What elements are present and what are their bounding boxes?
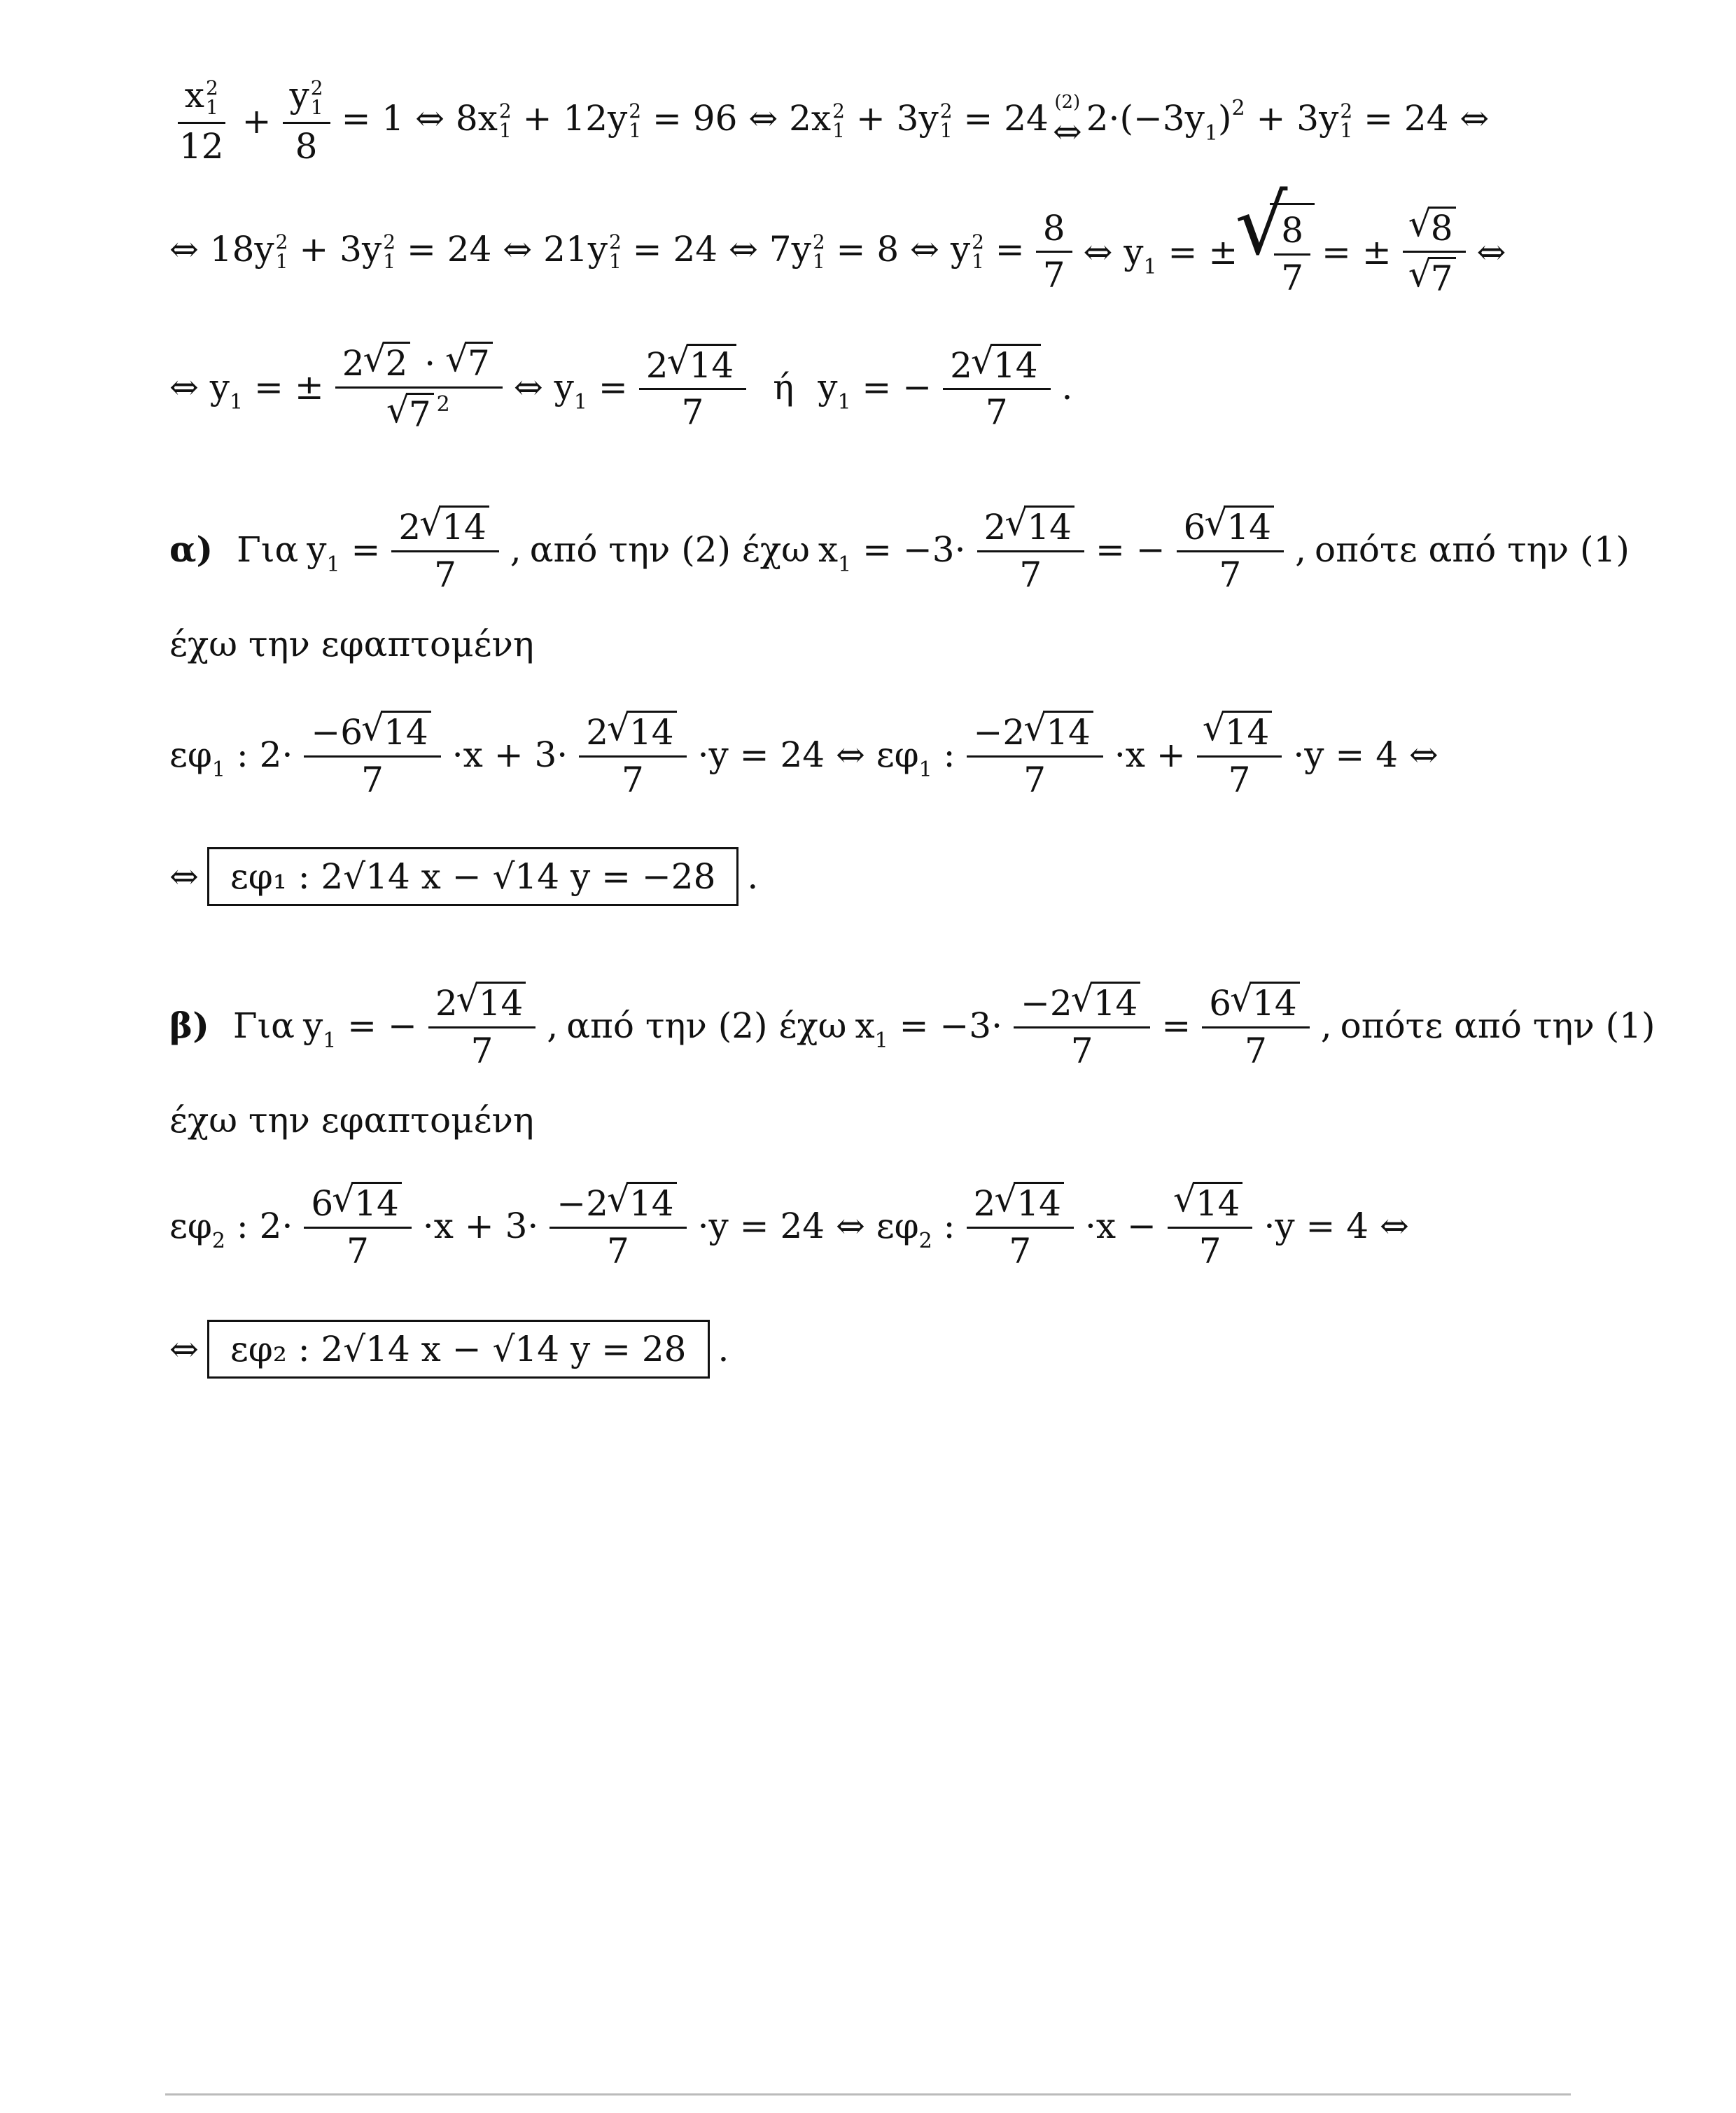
case-beta-line: β) Για $y_1$ = − $\frac{2√ 14}{7}$ , από την (2) έχω $x_1 = -3\cdot$ $\frac{-2√ 14}{7}$ = $\frac{6√ 14}{7}$ , οπότε από την (1) (165, 982, 1660, 1069)
tangent1-derivation: $\varepsilon\varphi_1$ : 2· $\frac{-6√ 14}{7}$ ·x + 3· $\frac{2√ 14}{7}$ ·y = 24 ⇔ $\varepsilon\varphi_1$ : $\frac{-2√ 14}{7}$ ·x + √ $\frac{14}{7}$ ·y = 4 ⇔ (165, 711, 1443, 798)
fraction: √ $\frac{14}{7}$ (1197, 711, 1282, 798)
fraction: $\frac{2√ 14}{7}$ (579, 711, 686, 798)
fraction: $\frac{-2√ 14}{7}$ (967, 711, 1103, 798)
tangent2-result-line: ⇔ εφ₂ : 2√14 x − √14 y = 28 . (165, 1320, 733, 1379)
fraction: $\frac{2√ 14}{7}$ (977, 505, 1084, 593)
square-root: √ $\frac{8}{7}$ (1245, 203, 1315, 300)
equivalence-with-ref: (2) ⇔ (1052, 91, 1082, 152)
tangent1-boxed-result: εφ₁ : 2√14 x − √14 y = −28 (207, 847, 738, 906)
fraction: $\frac{2√ 14}{7}$ (391, 505, 498, 593)
equation-line-2: ⇔ 18y 2 1 + 3y 2 1 = 24 ⇔ 21y 2 1 = 24 ⇔ 7y 2 1 = 8 ⇔ y 2 1 = $\frac{8}{7}$ ⇔ $y_1$ = ± √ $\frac{8}{7}$ = ± √ 8 √ 7 ⇔ (165, 203, 1510, 300)
text-line: έχω την εφαπτομένη (169, 1100, 534, 1141)
fraction: $\frac{8}{7}$ (1036, 210, 1072, 294)
fraction: $\frac{6√ 14}{7}$ (304, 1182, 411, 1269)
fraction: $\frac{2√ 14}{7}$ (639, 344, 746, 431)
fraction: y 2 1 8 (283, 77, 330, 165)
fraction: $\frac{2√ 14}{7}$ (943, 344, 1050, 431)
case-alpha-line: α) Για $y_1$ = $\frac{2√ 14}{7}$ , από την (2) έχω $x_1 = -3\cdot$ $\frac{2√ 14}{7}$ = − $\frac{6√ 14}{7}$ , οπότε από την (1) (165, 505, 1634, 593)
fraction: $\frac{2√ 14}{7}$ (428, 982, 536, 1069)
fraction: $\frac{-6√ 14}{7}$ (304, 711, 440, 798)
tangent2-boxed-result: εφ₂ : 2√14 x − √14 y = 28 (207, 1320, 710, 1379)
or-word: ή (773, 367, 794, 407)
fraction: x 2 1 12 (172, 77, 231, 165)
fraction: $\frac{6√ 14}{7}$ (1177, 505, 1284, 593)
fraction: $\frac{2√ 14}{7}$ (967, 1182, 1074, 1269)
fraction: 2√ 2 · √ 7 √ 7 $^2$ (335, 342, 503, 433)
case-alpha-label: α) (169, 528, 214, 570)
fraction: √ 8 √ 7 (1403, 207, 1466, 298)
fraction: $\frac{-2√ 14}{7}$ (550, 1182, 686, 1269)
fraction: √ $\frac{14}{7}$ (1168, 1182, 1253, 1269)
equation-line-1: x 2 1 12 + y 2 1 8 = 1 ⇔ 8x 2 1 + 12y 2 1 = 96 ⇔ 2x 2 1 + 3y 2 1 = 24 (2) ⇔ $2\cdot(-3y_1)^2 + 3y$ 2 1 = 24 ⇔ (165, 77, 1493, 165)
text-line: έχω την εφαπτομένη (169, 624, 534, 664)
tangent2-derivation: $\varepsilon\varphi_2$ : 2· $\frac{6√ 14}{7}$ ·x + 3· $\frac{-2√ 14}{7}$ ·y = 24 ⇔ $\varepsilon\varphi_2$ : $\frac{2√ 14}{7}$ ·x − √ $\frac{14}{7}$ ·y = 4 ⇔ (165, 1182, 1413, 1269)
fraction: $\frac{6√ 14}{7}$ (1202, 982, 1309, 1069)
fraction: $\frac{-2√ 14}{7}$ (1014, 982, 1150, 1069)
case-beta-label: β) (169, 1004, 209, 1046)
tangent1-result-line: ⇔ εφ₁ : 2√14 x − √14 y = −28 . (165, 847, 762, 906)
equation-line-3: ⇔ $y_1$ = ± 2√ 2 · √ 7 √ 7 $^2$ ⇔ $y_1$ = $\frac{2√ 14}{7}$ ή $y_1$ = − $\frac{2√ 14}{7}$ . (165, 342, 1077, 433)
footer-divider (165, 2093, 1571, 2095)
